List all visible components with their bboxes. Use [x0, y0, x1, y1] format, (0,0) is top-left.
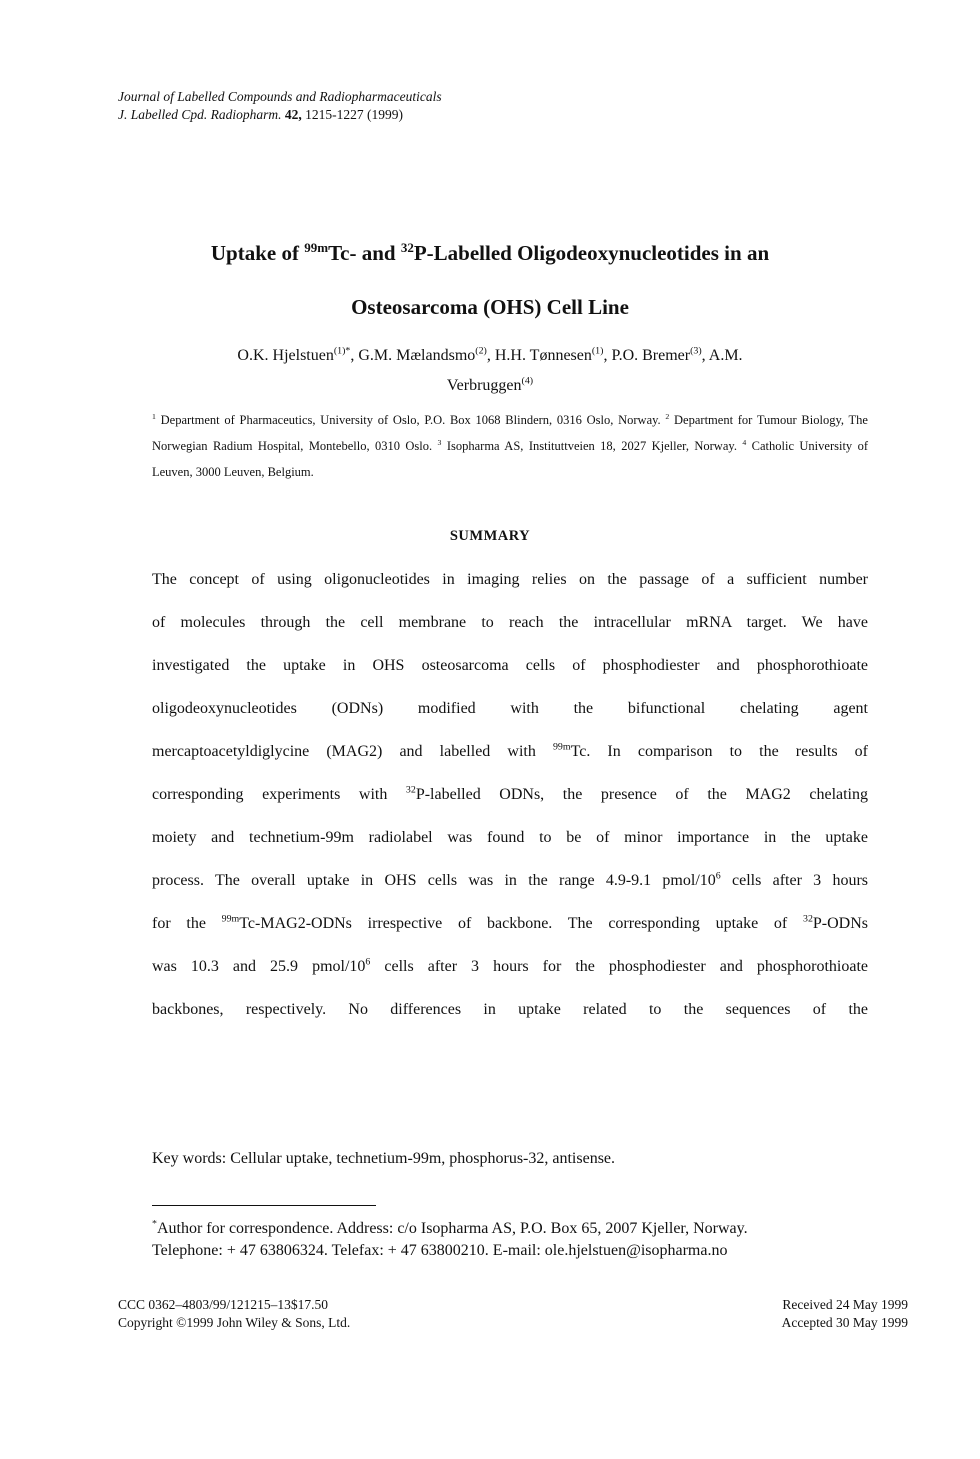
author-name: , G.M. Mælandsmo — [350, 347, 476, 364]
footnote-line2: Telephone: + 47 63806324. Telefax: + 47 63800210. E-mail: ole.hjelstuen@isopharma.no — [152, 1242, 728, 1259]
author-list-line2: Verbruggen$^{(4)}$ — [446, 375, 534, 394]
title-isotope-tc: 99m — [304, 240, 329, 255]
author-name: O.K. Hjelstuen — [237, 347, 334, 364]
summary-body — [152, 565, 868, 1038]
author-name: , H.H. Tønnesen — [486, 347, 592, 364]
title-isotope-p: 32 — [400, 240, 414, 255]
footnote — [152, 1218, 748, 1262]
journal-volume: 42, — [284, 107, 302, 122]
summary-line: of molecules through the cell membrane to reach the intracellular mRNA target. We have — [152, 614, 868, 631]
affiliations: $^1$ Department of Pharmaceutics, University of Oslo, P.O. Box 1068 Blindern, 0316 Oslo, Norway. $^2$ Department for Tumour Biology, The Norwegian Radium Hospital, Montebello, 0310 Oslo. $^3$ Isopharma AS, Instituttveien 18, 2027 Kjeller, Norway. $^4$ Catholic University of Leuven, 3000 Leuven, Belgium. — [152, 411, 868, 479]
summary-line: corresponding experiments with $^{32}$P-labelled ODNs, the presence of the MAG2 chelating — [152, 784, 869, 803]
footnote-line1: *Author for correspondence. Address: c/o Isopharma AS, P.O. Box 65, 2007 Kjeller, Norway. — [152, 1218, 748, 1237]
summary-heading: SUMMARY — [449, 528, 531, 544]
received-date: Received 24 May 1999 — [782, 1297, 908, 1312]
received-accepted — [782, 1296, 908, 1332]
summary-line: oligodeoxynucleotides (ODNs) modified with the bifunctional chelating agent — [152, 700, 868, 717]
journal-abbrev: J. Labelled Cpd. Radiopharm. — [118, 107, 282, 122]
keywords: Key words: Cellular uptake, technetium-99m, phosphorus-32, antisense. — [152, 1150, 616, 1167]
journal-header — [118, 88, 442, 124]
copyright: Copyright ©1999 John Wiley & Sons, Ltd. — [118, 1315, 351, 1330]
summary-line: mercaptoacetyldiglycine (MAG2) and labelled with $^{99m}$Tc. In comparison to the results of — [152, 741, 869, 760]
summary-line: was 10.3 and 25.9 pmol/$10^6$ cells after 3 hours for the phosphodiester and phosphorothioate — [152, 956, 868, 975]
journal-pages-year: 1215-1227 (1999) — [305, 107, 403, 122]
ccc-code: CCC 0362–4803/99/121215–13$17.50 — [118, 1297, 329, 1312]
accepted-date: Accepted 30 May 1999 — [781, 1315, 908, 1330]
author-list: O.K. Hjelstuen$^{(1)*}$, G.M. Mælandsmo$^{(2)}$, H.H. Tønnesen$^{(1)}$, P.O. Bremer$^{(3)}$, A.M. — [237, 345, 743, 364]
paper-title-line1: Uptake of $^{99m}$Tc- and $^{32}$P-Labelled Oligodeoxynucleotides in an — [210, 240, 770, 265]
summary-line: The concept of using oligonucleotides in imaging relies on the passage of a sufficient number — [152, 571, 868, 588]
summary-line: for the $^{99m}$Tc-MAG2-ODNs irrespective of backbone. The corresponding uptake of $^{32}$P-ODNs — [152, 913, 869, 932]
journal-citation — [118, 106, 442, 124]
author-name: , A.M. — [701, 347, 743, 364]
summary-line: investigated the uptake in OHS osteosarcoma cells of phosphodiester and phosphorothioate — [152, 657, 868, 674]
publication-code — [118, 1296, 350, 1332]
author-name: , P.O. Bremer — [603, 347, 691, 364]
summary-line: process. The overall uptake in OHS cells was in the range 4.9-9.1 pmol/$10^6$ cells after 3 hours — [152, 870, 868, 889]
footnote-mark: * — [152, 1218, 157, 1230]
author-name: Verbruggen — [446, 377, 522, 394]
footnote-rule — [152, 1205, 376, 1206]
journal-name: Journal of Labelled Compounds and Radiopharmaceuticals — [118, 89, 442, 104]
paper-title-line2: Osteosarcoma (OHS) Cell Line — [351, 295, 629, 319]
summary-line: moiety and technetium-99m radiolabel was found to be of minor importance in the uptake — [152, 829, 868, 846]
summary-line: backbones, respectively. No differences in uptake related to the sequences of the — [152, 1001, 868, 1018]
